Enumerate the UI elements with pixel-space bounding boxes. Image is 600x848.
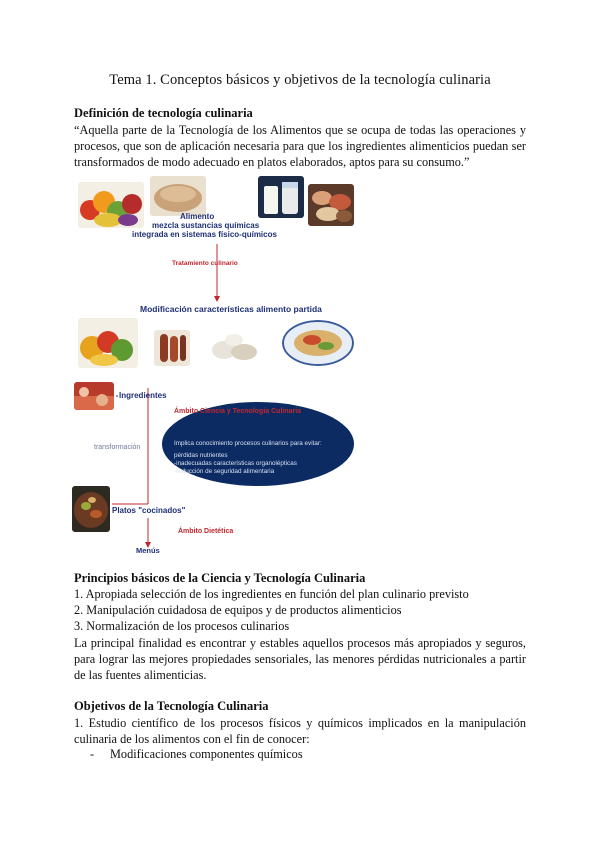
objective-item: 1. Estudio científico de los procesos físicos y químicos implicados en la manipulación culinaria de los alimentos con el fin de conocer: bbox=[74, 716, 526, 747]
ellipse-text bbox=[174, 440, 346, 476]
ellipse-item: pérdidas nutrientes bbox=[174, 452, 228, 459]
ambito-dietetica-label: Ámbito Dietética bbox=[178, 528, 234, 535]
tratamiento-label: Tratamiento culinario bbox=[172, 260, 238, 267]
dish-photo bbox=[282, 320, 354, 366]
ingredientes-label: Ingredientes bbox=[119, 391, 167, 400]
mezcla-label: mezcla sustancias químicas bbox=[152, 221, 260, 230]
ellipse-title: Implica conocimiento procesos culinarios para evitar: bbox=[174, 440, 322, 447]
page-title: Tema 1. Conceptos básicos y objetivos de la tecnología culinaria bbox=[109, 72, 491, 88]
principle-item: 3. Normalización de los procesos culinarios bbox=[74, 619, 290, 633]
modificacion-label: Modificación características alimento partida bbox=[140, 304, 322, 314]
principles-paragraph: La principal finalidad es encontrar y estables aquellos procesos más apropiados y seguros, para lograr las mejores propiedades sensoriales, las menores pérdidas nutricionales a partir de las fuentes alimenticias. bbox=[74, 636, 526, 683]
figure-culinary-scope bbox=[72, 378, 358, 564]
transformacion-label: transformación bbox=[94, 444, 141, 451]
ambito-ciencia-label: Ámbito Ciencia y Tecnología Culinaria bbox=[174, 408, 302, 415]
alimento-label: Alimento bbox=[180, 212, 215, 221]
bullet-dash: - bbox=[90, 747, 95, 761]
figure-food-treatment bbox=[76, 176, 358, 372]
principle-item: 1. Apropiada selección de los ingredientes en función del plan culinario previsto bbox=[74, 587, 469, 601]
vegetables-photo-2 bbox=[78, 318, 138, 368]
ellipse-item: -inadecuadas características organolépticas bbox=[174, 460, 297, 467]
menus-label: Menús bbox=[136, 546, 160, 555]
principle-item: 2. Manipulación cuidadosa de equipos y de productos alimenticios bbox=[74, 603, 402, 617]
bullet-text: Modificaciones componentes químicos bbox=[110, 747, 303, 761]
sausage-photo bbox=[154, 330, 190, 366]
principles-heading: Principios básicos de la Ciencia y Tecnología Culinaria bbox=[74, 571, 366, 585]
ellipse-item: -reducción de seguridad alimentaria bbox=[174, 468, 275, 475]
objectives-heading: Objetivos de la Tecnología Culinaria bbox=[74, 699, 269, 713]
definition-quote: “Aquella parte de la Tecnología de los Alimentos que se ocupa de todas las operaciones y procesos, que son de aplicación necesaria para que los ingredientes alimenticios puedan ser transformados de modo adecuado en platos elaborados, aptos para su consumo.” bbox=[74, 123, 526, 170]
integrada-label: integrada en sistemas físico-químicos bbox=[132, 230, 277, 239]
powder-photo bbox=[208, 326, 262, 364]
platos-label: Platos "cocinados" bbox=[112, 506, 186, 515]
definition-heading: Definición de tecnología culinaria bbox=[74, 106, 253, 120]
